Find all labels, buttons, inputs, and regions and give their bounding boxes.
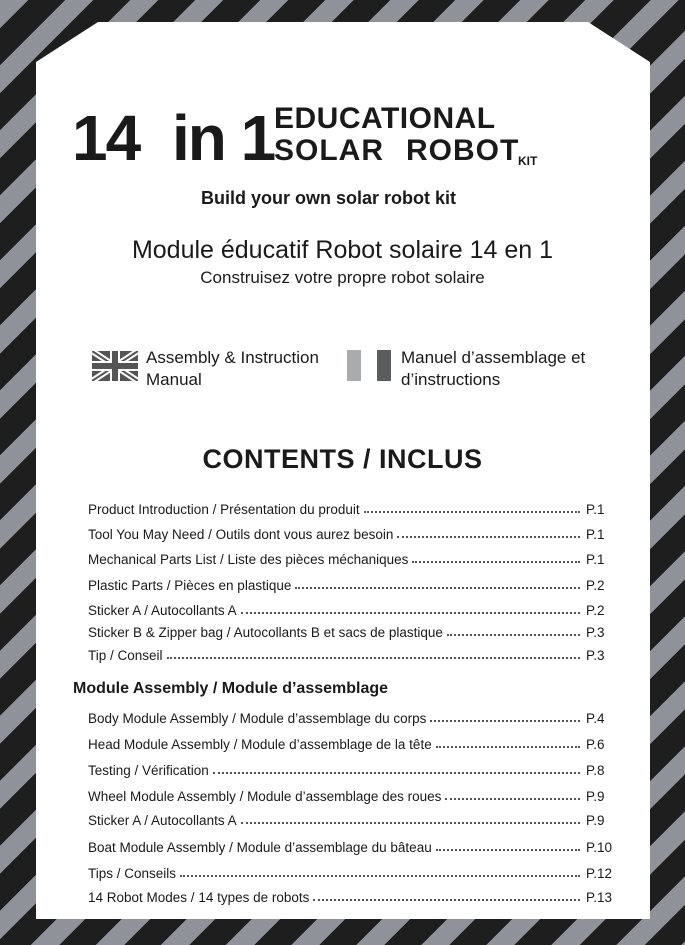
toc-entry (88, 524, 618, 542)
toc-entry-label: Plastic Parts / Pièces en plastique (88, 578, 292, 593)
toc-entry (88, 600, 618, 618)
toc-entry (88, 549, 618, 567)
toc-entry-label: Sticker A / Autocollants A (88, 603, 237, 618)
toc-entry-label: Mechanical Parts List / Liste des pièces méchaniques (88, 552, 409, 567)
toc-entry (88, 622, 618, 640)
language-marker-dark (377, 350, 391, 381)
toc-dot-leader (436, 746, 580, 748)
toc-entry-page: P.4 (586, 711, 605, 726)
toc-dot-leader (241, 822, 580, 824)
toc-entry (88, 575, 618, 593)
logo-robot: ROBOT (406, 134, 520, 167)
toc-dot-leader (430, 720, 580, 722)
toc-entry-label: Product Introduction / Présentation du produit (88, 502, 360, 517)
toc-entry (88, 499, 618, 517)
toc-entry-page: P.13 (586, 890, 613, 905)
toc-entry (88, 734, 618, 752)
toc-entry (88, 810, 618, 828)
logo-in-1: in 1 (172, 102, 275, 174)
toc-entry-label: Tips / Conseils (88, 866, 177, 881)
toc-dot-leader (313, 899, 580, 901)
toc-entry-label: Boat Module Assembly / Module d’assemblage du bâteau (88, 840, 432, 855)
toc-entry (88, 708, 618, 726)
french-manual-label: Manuel d’assemblage et d’instructions (401, 348, 586, 389)
logo-tagline: Build your own solar robot kit (201, 188, 457, 208)
toc-entry-label: Testing / Vérification (88, 763, 209, 778)
toc-entry (88, 837, 618, 855)
toc-entry-label: Wheel Module Assembly / Module d’assemblage des roues (88, 789, 442, 804)
toc-dot-leader (364, 511, 580, 513)
toc-entry-page: P.2 (586, 578, 605, 593)
toc-entry-page: P.1 (586, 502, 605, 517)
toc-entry (88, 887, 618, 905)
toc-entry-page: P.12 (586, 866, 613, 881)
toc-entry-label: Sticker B & Zipper bag / Autocollants B et sacs de plastique (88, 625, 443, 640)
language-marker-light (347, 350, 361, 381)
logo-number-14: 14 (72, 102, 140, 174)
toc-entry (88, 786, 618, 804)
toc-entry-label: Sticker A / Autocollants A (88, 813, 237, 828)
toc-entry-page: P.10 (586, 840, 613, 855)
toc-dot-leader (213, 772, 580, 774)
toc-dot-leader (180, 875, 580, 877)
module-assembly-heading: Module Assembly / Module d’assemblage (73, 680, 389, 697)
uk-flag-icon (92, 351, 138, 381)
toc-entry-label: Tip / Conseil (88, 648, 163, 663)
toc-entry-page: P.2 (586, 603, 605, 618)
toc-dot-leader (295, 587, 580, 589)
toc-dot-leader (445, 798, 580, 800)
toc-entry (88, 760, 618, 778)
toc-entry-label: 14 Robot Modes / 14 types de robots (88, 890, 310, 905)
toc-dot-leader (241, 612, 580, 614)
toc-dot-leader (412, 561, 580, 563)
toc-entry-label: Tool You May Need / Outils dont vous aurez besoin (88, 527, 394, 542)
toc-entry-page: P.9 (586, 789, 605, 804)
toc-entry-page: P.3 (586, 648, 605, 663)
toc-dot-leader (397, 536, 580, 538)
logo-solar: SOLAR (274, 134, 384, 167)
toc-entry-page: P.1 (586, 527, 605, 542)
french-title: Module éducatif Robot solaire 14 en 1 (131, 236, 554, 264)
toc-entry-page: P.8 (586, 763, 605, 778)
toc-dot-leader (167, 657, 580, 659)
logo-educational: EDUCATIONAL (274, 102, 496, 135)
toc-dot-leader (436, 849, 580, 851)
toc-entry (88, 645, 618, 663)
toc-entry-page: P.9 (586, 813, 605, 828)
toc-entry-page: P.1 (586, 552, 605, 567)
contents-heading: CONTENTS / INCLUS (202, 444, 483, 474)
logo-kit: KIT (518, 154, 538, 168)
product-logo (72, 104, 592, 208)
toc-entry (88, 863, 618, 881)
english-manual-label: Assembly & Instruction Manual (146, 348, 319, 389)
toc-entry-page: P.6 (586, 737, 605, 752)
toc-dot-leader (447, 634, 580, 636)
french-subtitle: Construisez votre propre robot solaire (200, 268, 485, 287)
toc-entry-page: P.3 (586, 625, 605, 640)
toc-entry-label: Head Module Assembly / Module d’assemblage de la tête (88, 737, 432, 752)
toc-entry-label: Body Module Assembly / Module d’assemblage du corps (88, 711, 427, 726)
